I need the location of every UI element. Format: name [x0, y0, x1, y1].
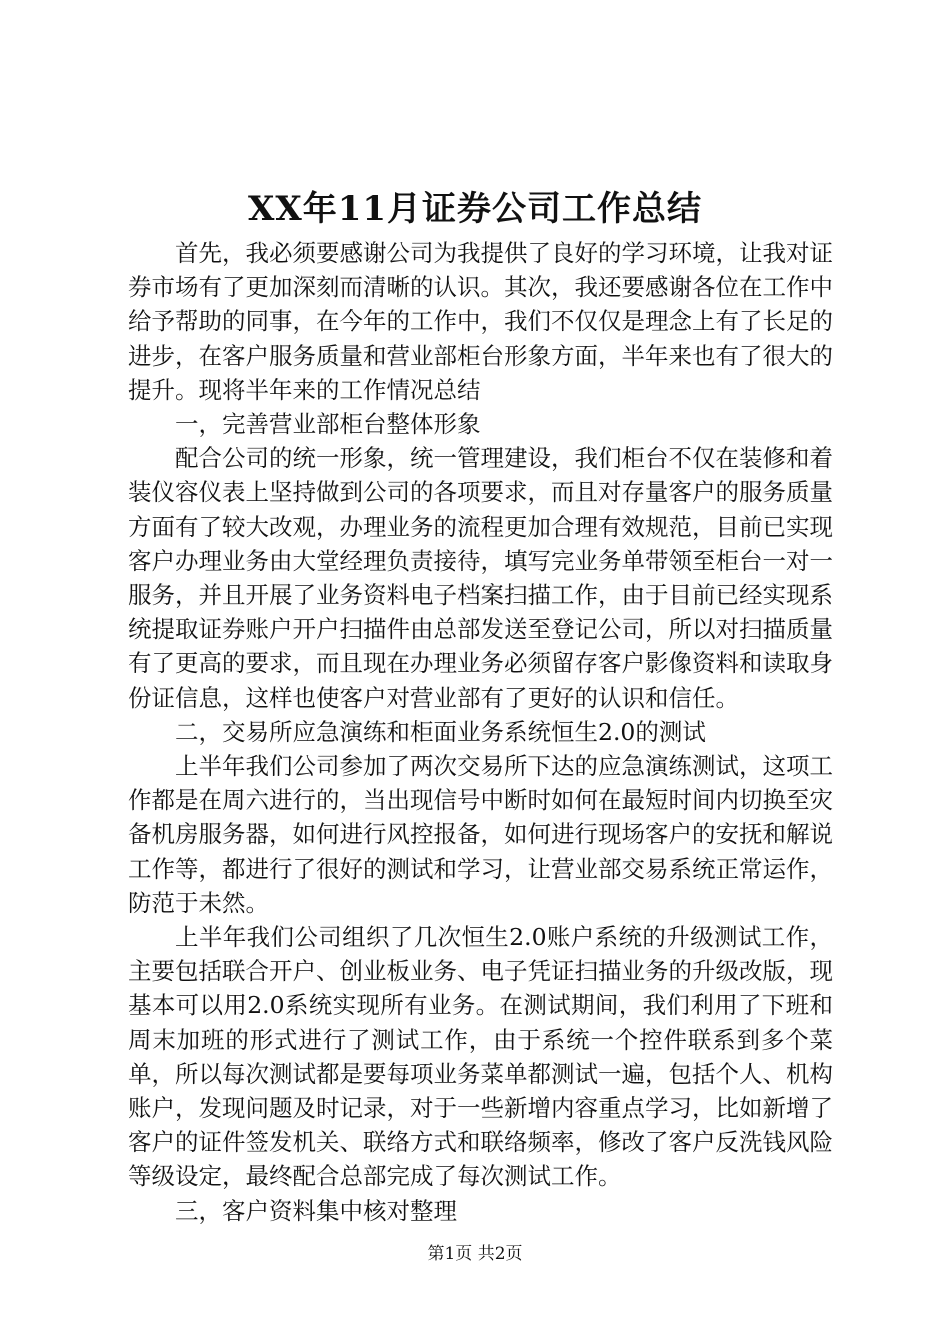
- paragraph-intro: 首先，我必须要感谢公司为我提供了良好的学习环境，让我对证券市场有了更加深刻而清晰的认识。其次，我还要感谢各位在工作中给予帮助的同事，在今年的工作中，我们不仅仅是理念上有了长足的进步，在客户服务质量和营业部柜台形象方面，半年来也有了很大的提升。现将半年来的工作情况总结: [128, 239, 833, 404]
- page-number-footer: 第1页 共2页: [427, 1244, 523, 1264]
- section-heading-3: 三，客户资料集中核对整理: [175, 1196, 457, 1225]
- section-heading-1: 一，完善营业部柜台整体形象: [175, 410, 481, 439]
- paragraph-section-2b: 上半年我们公司组织了几次恒生2.0账户系统的升级测试工作，主要包括联合开户、创业板业务、电子凭证扫描业务的升级改版，现基本可以用2.0系统实现所有业务。在测试期间，我们利用了下班和周末加班的形式进行了测试工作，由于系统一个控件联系到多个菜单，所以每次测试都是要每项业务菜单都测试一遍，包括个人、机构账户，发现问题及时记录，对于一些新增内容重点学习，比如新增了客户的证件签发机关、联络方式和联络频率，修改了客户反洗钱风险等级设定，最终配合总部完成了每次测试工作。: [128, 923, 833, 1191]
- paragraph-section-1: 配合公司的统一形象，统一管理建设，我们柜台不仅在装修和着装仪容仪表上坚持做到公司的各项要求，而且对存量客户的服务质量方面有了较大改观，办理业务的流程更加合理有效规范，目前已实现客户办理业务由大堂经理负责接待，填写完业务单带领至柜台一对一服务，并且开展了业务资料电子档案扫描工作，由于目前已经实现系统提取证券账户开户扫描件由总部发送至登记公司，所以对扫描质量有了更高的要求，而且现在办理业务必须留存客户影像资料和读取身份证信息，这样也使客户对营业部有了更好的认识和信任。: [128, 444, 833, 712]
- document-body: [128, 236, 833, 1228]
- section-heading-2: 二，交易所应急演练和柜面业务系统恒生2.0的测试: [175, 717, 706, 746]
- paragraph-section-2a: 上半年我们公司参加了两次交易所下达的应急演练测试，这项工作都是在周六进行的，当出现信号中断时如何在最短时间内切换至灾备机房服务器，如何进行风控报备，如何进行现场客户的安抚和解说工作等，都进行了很好的测试和学习，让营业部交易系统正常运作，防范于未然。: [128, 752, 833, 917]
- document-title: XX年11月证券公司工作总结: [247, 189, 703, 229]
